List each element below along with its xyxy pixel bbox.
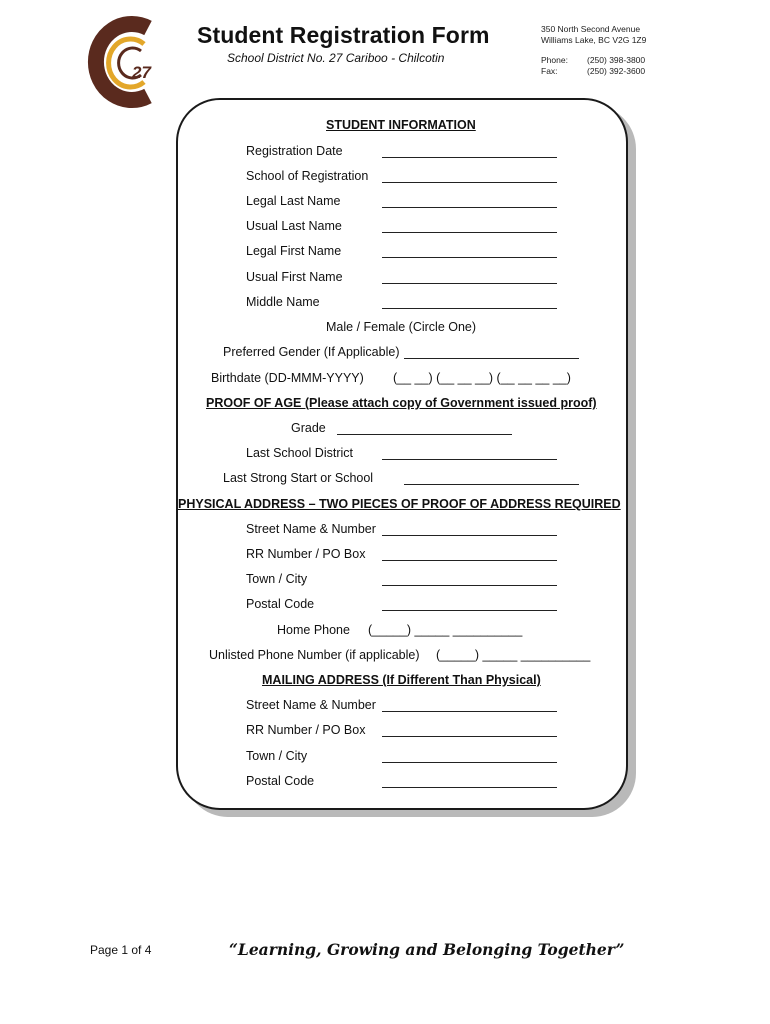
physical-address-heading: PHYSICAL ADDRESS – TWO PIECES OF PROOF OF ADDRESS REQUIRED bbox=[178, 497, 621, 511]
home-phone-field[interactable]: (_____) _____ __________ bbox=[368, 623, 523, 637]
registration-date-label: Registration Date bbox=[246, 144, 343, 158]
legal-last-name-label: Legal Last Name bbox=[246, 194, 341, 208]
mailing-street-label: Street Name & Number bbox=[246, 698, 376, 712]
district-motto: “Learning, Growing and Belonging Together” bbox=[229, 940, 625, 959]
mailing-rr-po-label: RR Number / PO Box bbox=[246, 723, 366, 737]
last-school-district-label: Last School District bbox=[246, 446, 353, 460]
preferred-gender-label: Preferred Gender (If Applicable) bbox=[223, 345, 400, 359]
physical-postal-field[interactable] bbox=[382, 598, 557, 611]
mailing-town-label: Town / City bbox=[246, 749, 308, 763]
physical-town-field[interactable] bbox=[382, 573, 557, 586]
middle-name-label: Middle Name bbox=[246, 295, 320, 309]
mailing-address-heading: MAILING ADDRESS (If Different Than Physical) bbox=[262, 673, 541, 687]
phone-label: Phone: bbox=[541, 55, 568, 65]
grade-field[interactable] bbox=[337, 422, 512, 435]
school-of-registration-label: School of Registration bbox=[246, 169, 369, 183]
home-phone-label: Home Phone bbox=[277, 623, 350, 637]
mailing-postal-field[interactable] bbox=[382, 775, 557, 788]
unlisted-phone-field[interactable]: (_____) _____ __________ bbox=[436, 648, 591, 662]
school-district-logo bbox=[86, 16, 162, 108]
registration-date-field[interactable] bbox=[382, 145, 557, 158]
usual-first-name-field[interactable] bbox=[382, 271, 557, 284]
page-number: Page 1 of 4 bbox=[90, 943, 152, 957]
physical-town-label: Town / City bbox=[246, 572, 308, 586]
usual-first-name-label: Usual First Name bbox=[246, 270, 343, 284]
last-school-district-field[interactable] bbox=[382, 447, 557, 460]
form-title: Student Registration Form bbox=[197, 22, 490, 48]
mailing-postal-label: Postal Code bbox=[246, 774, 315, 788]
grade-label: Grade bbox=[291, 421, 326, 435]
birthdate-field[interactable]: (__ __) (__ __ __) (__ __ __ __) bbox=[393, 371, 571, 385]
fax-value: (250) 392-3600 bbox=[587, 66, 646, 76]
middle-name-field[interactable] bbox=[382, 296, 557, 309]
district-name: School District No. 27 Cariboo - Chilcotin bbox=[227, 51, 445, 65]
preferred-gender-field[interactable] bbox=[404, 346, 579, 359]
physical-street-label: Street Name & Number bbox=[246, 522, 376, 536]
fax-label: Fax: bbox=[541, 66, 558, 76]
student-info-heading: STUDENT INFORMATION bbox=[326, 118, 476, 132]
legal-first-name-label: Legal First Name bbox=[246, 244, 342, 258]
proof-of-age-heading: PROOF OF AGE (Please attach copy of Government issued proof) bbox=[206, 396, 597, 410]
birthdate-label: Birthdate (DD-MMM-YYYY) bbox=[211, 371, 364, 385]
address-line-2: Williams Lake, BC V2G 1Z9 bbox=[541, 35, 647, 45]
mailing-town-field[interactable] bbox=[382, 750, 557, 763]
unlisted-phone-label: Unlisted Phone Number (if applicable) bbox=[209, 648, 420, 662]
physical-rr-po-field[interactable] bbox=[382, 548, 557, 561]
phone-line bbox=[541, 55, 645, 66]
physical-postal-label: Postal Code bbox=[246, 597, 315, 611]
usual-last-name-field[interactable] bbox=[382, 220, 557, 233]
mailing-rr-po-field[interactable] bbox=[382, 724, 557, 737]
physical-street-field[interactable] bbox=[382, 523, 557, 536]
logo-number: 27 bbox=[132, 63, 151, 82]
mailing-street-field[interactable] bbox=[382, 699, 557, 712]
usual-last-name-label: Usual Last Name bbox=[246, 219, 342, 233]
legal-last-name-field[interactable] bbox=[382, 195, 557, 208]
address-line-1: 350 North Second Avenue bbox=[541, 24, 641, 34]
phone-value: (250) 398-3800 bbox=[587, 55, 646, 65]
sex-selection[interactable]: Male / Female (Circle One) bbox=[326, 320, 477, 334]
physical-rr-po-label: RR Number / PO Box bbox=[246, 547, 366, 561]
legal-first-name-field[interactable] bbox=[382, 245, 557, 258]
fax-line bbox=[541, 66, 645, 77]
last-strong-start-label: Last Strong Start or School bbox=[223, 471, 374, 485]
last-strong-start-field[interactable] bbox=[404, 472, 579, 485]
school-of-registration-field[interactable] bbox=[382, 170, 557, 183]
